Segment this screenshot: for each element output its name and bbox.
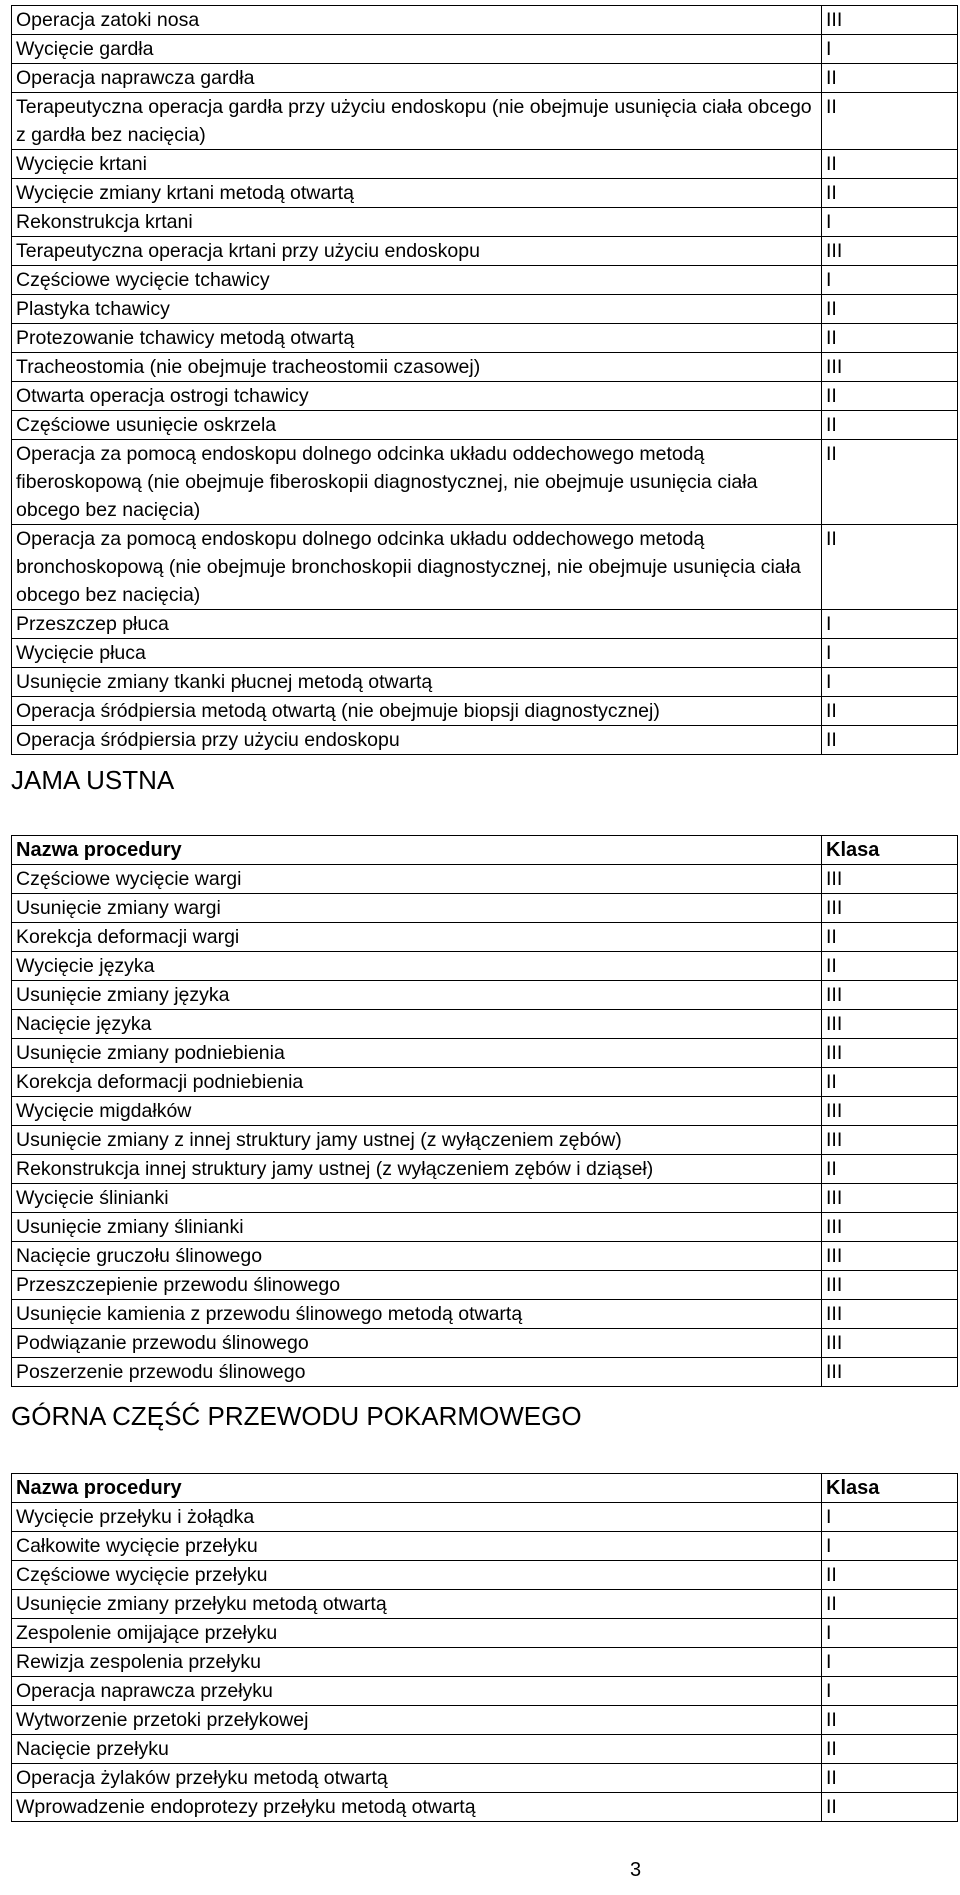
procedure-class-cell: II xyxy=(822,1155,958,1184)
table-row xyxy=(12,1677,958,1706)
table-row xyxy=(12,353,958,382)
table-row xyxy=(12,382,958,411)
procedure-name-cell: Terapeutyczna operacja gardła przy użyciu endoskopu (nie obejmuje usunięcia ciała obcego z gardła bez nacięcia) xyxy=(12,93,822,150)
table-row xyxy=(12,1010,958,1039)
procedure-class-cell: III xyxy=(822,1300,958,1329)
table-row xyxy=(12,1097,958,1126)
table-row xyxy=(12,525,958,610)
procedure-class-cell: III xyxy=(822,1329,958,1358)
procedure-name-cell: Poszerzenie przewodu ślinowego xyxy=(12,1358,822,1387)
table-row xyxy=(12,923,958,952)
table-row xyxy=(12,1648,958,1677)
table-row xyxy=(12,324,958,353)
procedure-class-cell: II xyxy=(822,382,958,411)
procedure-name-cell: Przeszczep płuca xyxy=(12,610,822,639)
procedure-name-cell: Wycięcie krtani xyxy=(12,150,822,179)
procedure-class-cell: II xyxy=(822,411,958,440)
procedure-name-cell: Nacięcie gruczołu ślinowego xyxy=(12,1242,822,1271)
table-row xyxy=(12,440,958,525)
procedure-class-cell: II xyxy=(822,150,958,179)
procedure-class-cell: I xyxy=(822,639,958,668)
table-row xyxy=(12,411,958,440)
table-row xyxy=(12,208,958,237)
procedure-class-cell: I xyxy=(822,1677,958,1706)
procedure-class-cell: II xyxy=(822,1590,958,1619)
table-row xyxy=(12,1039,958,1068)
table-row xyxy=(12,697,958,726)
procedure-name-cell: Częściowe wycięcie przełyku xyxy=(12,1561,822,1590)
procedure-name-cell: Operacja zatoki nosa xyxy=(12,6,822,35)
procedure-class-cell: III xyxy=(822,1184,958,1213)
table-row xyxy=(12,1590,958,1619)
procedure-class-cell: II xyxy=(822,64,958,93)
table-header-row xyxy=(12,836,958,865)
procedure-class-cell: II xyxy=(822,93,958,150)
procedure-name-cell: Korekcja deformacji podniebienia xyxy=(12,1068,822,1097)
table-row xyxy=(12,1764,958,1793)
procedure-class-cell: II xyxy=(822,1706,958,1735)
procedure-class-cell: III xyxy=(822,865,958,894)
procedure-name-cell: Podwiązanie przewodu ślinowego xyxy=(12,1329,822,1358)
table-row xyxy=(12,1271,958,1300)
procedure-name-cell: Usunięcie zmiany przełyku metodą otwartą xyxy=(12,1590,822,1619)
procedure-name-cell: Korekcja deformacji wargi xyxy=(12,923,822,952)
procedures-table-continued xyxy=(11,5,958,755)
table-row xyxy=(12,64,958,93)
procedure-class-cell: III xyxy=(822,1213,958,1242)
table-row xyxy=(12,1242,958,1271)
procedures-table-jama-ustna xyxy=(11,835,958,1387)
procedure-class-cell: II xyxy=(822,1068,958,1097)
table-body xyxy=(12,1503,958,1822)
procedure-name-cell: Wycięcie płuca xyxy=(12,639,822,668)
section-title-jama-ustna: JAMA USTNA xyxy=(11,765,175,795)
procedure-name-cell: Całkowite wycięcie przełyku xyxy=(12,1532,822,1561)
table-row xyxy=(12,610,958,639)
table-row xyxy=(12,1300,958,1329)
table-row xyxy=(12,93,958,150)
procedure-name-cell: Wycięcie gardła xyxy=(12,35,822,64)
procedure-name-cell: Operacja za pomocą endoskopu dolnego odcinka układu oddechowego metodą bronchoskopową (nie obejmuje bronchoskopii diagnostycznej, nie obejmuje usunięcia ciała obcego bez nacięcia) xyxy=(12,525,822,610)
procedure-name-cell: Usunięcie zmiany z innej struktury jamy ustnej (z wyłączeniem zębów) xyxy=(12,1126,822,1155)
table-row xyxy=(12,6,958,35)
page-number: 3 xyxy=(630,1859,642,1881)
table-row xyxy=(12,1619,958,1648)
table-row xyxy=(12,295,958,324)
table-row xyxy=(12,1329,958,1358)
table-row xyxy=(12,1126,958,1155)
procedure-class-cell: III xyxy=(822,1126,958,1155)
procedure-name-cell: Wprowadzenie endoprotezy przełyku metodą otwartą xyxy=(12,1793,822,1822)
table-row xyxy=(12,1706,958,1735)
procedure-class-cell: II xyxy=(822,179,958,208)
procedure-name-cell: Operacja żylaków przełyku metodą otwartą xyxy=(12,1764,822,1793)
procedure-class-cell: I xyxy=(822,1619,958,1648)
procedure-class-cell: I xyxy=(822,1532,958,1561)
procedure-name-cell: Rekonstrukcja krtani xyxy=(12,208,822,237)
procedure-class-cell: I xyxy=(822,1503,958,1532)
column-header-klasa: Klasa xyxy=(822,836,958,865)
procedure-name-cell: Usunięcie kamienia z przewodu ślinowego metodą otwartą xyxy=(12,1300,822,1329)
table-row xyxy=(12,1561,958,1590)
procedure-class-cell: III xyxy=(822,1097,958,1126)
procedure-name-cell: Operacja za pomocą endoskopu dolnego odcinka układu oddechowego metodą fiberoskopową (nie obejmuje fiberoskopii diagnostycznej, nie obejmuje usunięcia ciała obcego bez nacięcia) xyxy=(12,440,822,525)
procedure-class-cell: II xyxy=(822,697,958,726)
procedure-class-cell: I xyxy=(822,1648,958,1677)
procedure-name-cell: Wycięcie przełyku i żołądka xyxy=(12,1503,822,1532)
procedures-table-gorna-czesc xyxy=(11,1473,958,1822)
procedure-name-cell: Usunięcie zmiany ślinianki xyxy=(12,1213,822,1242)
procedure-name-cell: Usunięcie zmiany tkanki płucnej metodą otwartą xyxy=(12,668,822,697)
procedure-name-cell: Tracheostomia (nie obejmuje tracheostomii czasowej) xyxy=(12,353,822,382)
procedure-class-cell: II xyxy=(822,324,958,353)
procedure-name-cell: Operacja naprawcza gardła xyxy=(12,64,822,93)
section-title-gorna-czesc: GÓRNA CZĘŚĆ PRZEWODU POKARMOWEGO xyxy=(11,1401,582,1431)
procedure-name-cell: Rekonstrukcja innej struktury jamy ustnej (z wyłączeniem zębów i dziąseł) xyxy=(12,1155,822,1184)
table-row xyxy=(12,1503,958,1532)
procedure-name-cell: Wytworzenie przetoki przełykowej xyxy=(12,1706,822,1735)
procedure-name-cell: Rewizja zespolenia przełyku xyxy=(12,1648,822,1677)
procedure-name-cell: Częściowe usunięcie oskrzela xyxy=(12,411,822,440)
procedure-name-cell: Wycięcie zmiany krtani metodą otwartą xyxy=(12,179,822,208)
table-row xyxy=(12,1068,958,1097)
table-row xyxy=(12,35,958,64)
column-header-klasa: Klasa xyxy=(822,1474,958,1503)
procedure-class-cell: II xyxy=(822,952,958,981)
procedure-class-cell: III xyxy=(822,1039,958,1068)
procedure-class-cell: III xyxy=(822,1358,958,1387)
procedure-class-cell: I xyxy=(822,610,958,639)
procedure-name-cell: Nacięcie przełyku xyxy=(12,1735,822,1764)
table-row xyxy=(12,266,958,295)
procedure-name-cell: Częściowe wycięcie wargi xyxy=(12,865,822,894)
table-row xyxy=(12,668,958,697)
procedure-class-cell: III xyxy=(822,1271,958,1300)
table-row xyxy=(12,981,958,1010)
procedure-class-cell: II xyxy=(822,1764,958,1793)
procedure-name-cell: Usunięcie zmiany podniebienia xyxy=(12,1039,822,1068)
procedure-name-cell: Zespolenie omijające przełyku xyxy=(12,1619,822,1648)
procedure-class-cell: I xyxy=(822,35,958,64)
procedure-class-cell: II xyxy=(822,295,958,324)
procedure-name-cell: Operacja śródpiersia przy użyciu endoskopu xyxy=(12,726,822,755)
procedure-class-cell: III xyxy=(822,1010,958,1039)
procedure-class-cell: II xyxy=(822,923,958,952)
procedure-name-cell: Nacięcie języka xyxy=(12,1010,822,1039)
procedure-name-cell: Wycięcie ślinianki xyxy=(12,1184,822,1213)
table-row xyxy=(12,1358,958,1387)
table-row xyxy=(12,237,958,266)
table-body xyxy=(12,6,958,755)
column-header-name: Nazwa procedury xyxy=(12,1474,822,1503)
table-row xyxy=(12,1155,958,1184)
table-row xyxy=(12,150,958,179)
procedure-class-cell: II xyxy=(822,440,958,525)
table-row xyxy=(12,179,958,208)
procedure-name-cell: Usunięcie zmiany wargi xyxy=(12,894,822,923)
procedure-name-cell: Operacja śródpiersia metodą otwartą (nie obejmuje biopsji diagnostycznej) xyxy=(12,697,822,726)
procedure-name-cell: Częściowe wycięcie tchawicy xyxy=(12,266,822,295)
procedure-class-cell: III xyxy=(822,6,958,35)
table-row xyxy=(12,865,958,894)
table-row xyxy=(12,894,958,923)
procedure-name-cell: Wycięcie języka xyxy=(12,952,822,981)
procedure-class-cell: III xyxy=(822,1242,958,1271)
table-row xyxy=(12,1532,958,1561)
table-row xyxy=(12,726,958,755)
procedure-class-cell: II xyxy=(822,1561,958,1590)
procedure-class-cell: I xyxy=(822,668,958,697)
procedure-class-cell: I xyxy=(822,208,958,237)
table-row xyxy=(12,1184,958,1213)
table-body xyxy=(12,865,958,1387)
procedure-class-cell: III xyxy=(822,237,958,266)
table-row xyxy=(12,952,958,981)
procedure-class-cell: II xyxy=(822,525,958,610)
procedure-name-cell: Przeszczepienie przewodu ślinowego xyxy=(12,1271,822,1300)
procedure-name-cell: Terapeutyczna operacja krtani przy użyciu endoskopu xyxy=(12,237,822,266)
procedure-class-cell: II xyxy=(822,1735,958,1764)
procedure-class-cell: II xyxy=(822,1793,958,1822)
table-row xyxy=(12,639,958,668)
table-header-row xyxy=(12,1474,958,1503)
procedure-class-cell: II xyxy=(822,726,958,755)
table-row xyxy=(12,1793,958,1822)
table-row xyxy=(12,1213,958,1242)
procedure-name-cell: Operacja naprawcza przełyku xyxy=(12,1677,822,1706)
procedure-name-cell: Usunięcie zmiany języka xyxy=(12,981,822,1010)
column-header-name: Nazwa procedury xyxy=(12,836,822,865)
procedure-name-cell: Protezowanie tchawicy metodą otwartą xyxy=(12,324,822,353)
procedure-name-cell: Plastyka tchawicy xyxy=(12,295,822,324)
procedure-class-cell: I xyxy=(822,266,958,295)
table-row xyxy=(12,1735,958,1764)
procedure-name-cell: Otwarta operacja ostrogi tchawicy xyxy=(12,382,822,411)
procedure-class-cell: III xyxy=(822,894,958,923)
procedure-name-cell: Wycięcie migdałków xyxy=(12,1097,822,1126)
procedure-class-cell: III xyxy=(822,981,958,1010)
procedure-class-cell: III xyxy=(822,353,958,382)
